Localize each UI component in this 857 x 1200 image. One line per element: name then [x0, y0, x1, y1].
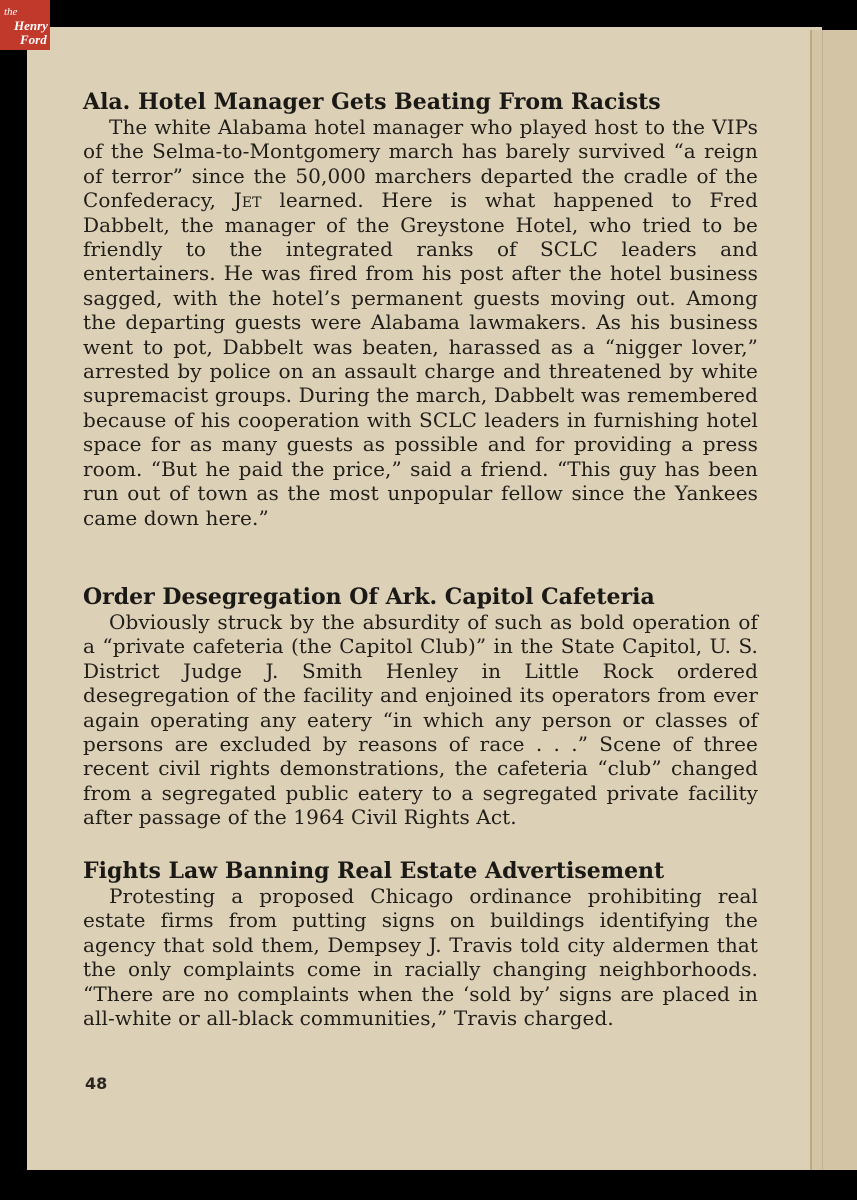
article-2-body: Obviously struck by the absurdity of such as bold operation of a “private cafeteria (the Capitol Club)” in the State Capitol, U. S. District Judge J. Smith Henley in Little Rock ordered desegregation of the facility and enjoined its operators from ever again operating any eatery “in which any person or classes of persons are excluded by reasons of race . . .” Scene of three recent civil rights demonstrations, the cafeteria “club” changed from a segregated public eatery to a segregated private facility after passage of the 1964 Civil Rights Act.	[83, 610, 758, 830]
facing-page-edge	[810, 30, 857, 1170]
page-number: 48	[85, 1074, 108, 1093]
article-3-body: Protesting a proposed Chicago ordinance prohibiting real estate firms from putting signs on buildings identifying the agency that sold them, Dempsey J. Travis told city aldermen that the only complaints come in racially changing neighborhoods. “There are no complaints when the ‘sold by’ signs are placed in all-white or all-black communities,” Travis charged.	[83, 884, 758, 1031]
page-gutter	[822, 30, 823, 1170]
article-1-headline: Ala. Hotel Manager Gets Beating From Racists	[83, 89, 661, 115]
article-2-headline: Order Desegregation Of Ark. Capitol Cafeteria	[83, 584, 655, 610]
article-3-headline: Fights Law Banning Real Estate Advertisement	[83, 858, 665, 884]
article-1-body: The white Alabama hotel manager who played host to the VIPs of the Selma-to-Montgomery march has barely survived “a reign of terror” since the 50,000 marchers departed the cradle of the Confederacy, Jet learned. Here is what happened to Fred Dabbelt, the manager of the Greystone Hotel, who tried to be friendly to the integrated ranks of SCLC leaders and entertainers. He was fired from his post after the hotel business sagged, with the hotel’s permanent guests moving out. Among the departing guests were Alabama lawmakers. As his business went to pot, Dabbelt was beaten, harassed as a “nigger lover,” arrested by police on an assault charge and threatened by white supremacist groups. During the march, Dabbelt was remembered because of his cooperation with SCLC leaders in furnishing hotel space for as many guests as possible and for providing a press room. “But he paid the price,” said a friend. “This guy has been run out of town as the most unpopular fellow since the Yankees came down here.”	[83, 115, 758, 530]
henry-ford-logo: the Henry Ford	[0, 0, 50, 50]
